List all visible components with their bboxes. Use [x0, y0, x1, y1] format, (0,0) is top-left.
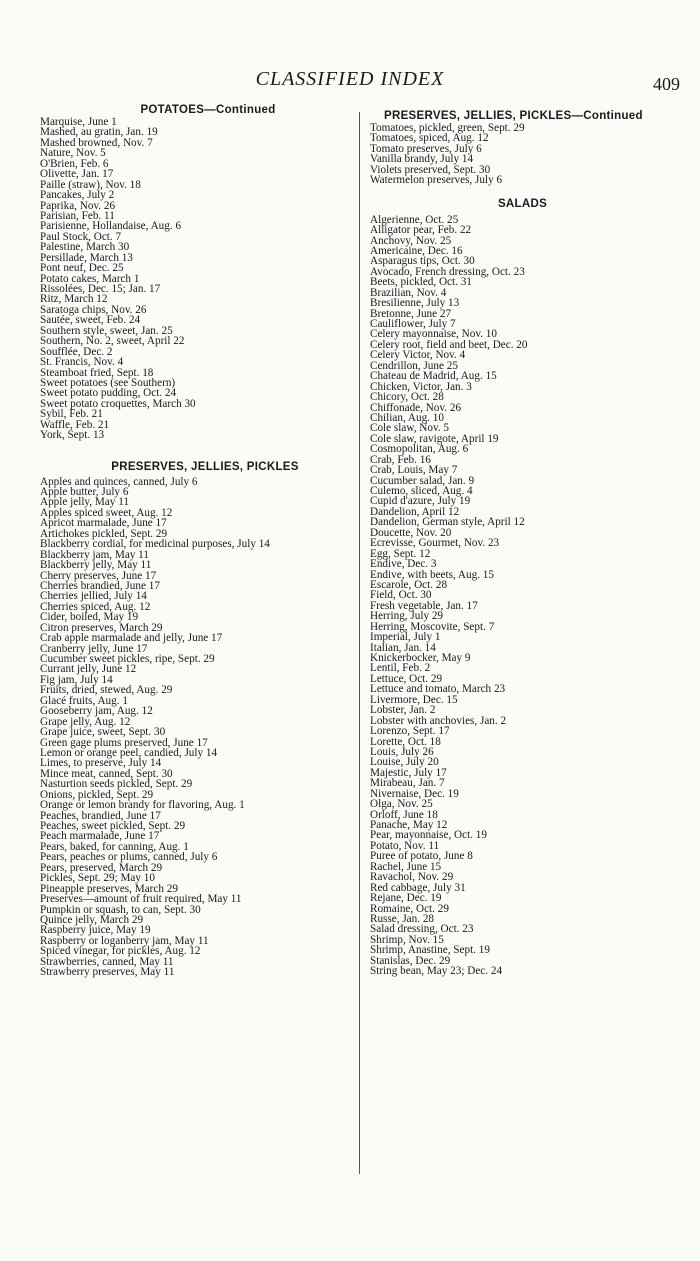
- index-entry: Asparagus tips, Oct. 30: [370, 255, 475, 268]
- index-entry: Pancakes, July 2: [40, 189, 115, 202]
- index-entry: Citron preserves, March 29: [40, 621, 163, 634]
- index-entry: Anchovy, Nov. 25: [370, 234, 452, 247]
- index-entry: Steamboat fried, Sept. 18: [40, 366, 154, 379]
- index-entry: Crab, Louis, May 7: [370, 464, 458, 477]
- index-entry: Saratoga chips, Nov. 26: [40, 303, 147, 316]
- index-entry: Peach marmalade, June 17: [40, 830, 160, 843]
- section-title-salads: SALADS: [497, 197, 548, 210]
- index-entry: Potato cakes, March 1: [40, 272, 140, 285]
- index-entry: Brazilian, Nov. 4: [370, 286, 447, 299]
- index-entry: Celery root, field and beet, Dec. 20: [370, 338, 528, 351]
- section-gap: [370, 186, 675, 198]
- index-entry: Raspberry juice, May 19: [40, 924, 151, 937]
- index-entry: Waffle, Feb. 21: [40, 418, 110, 431]
- preserves-entries: [40, 477, 350, 978]
- right-column: [370, 110, 675, 977]
- index-entry: Grape jelly, Aug. 12: [40, 715, 131, 728]
- index-entry: Bretonne, June 27: [370, 307, 452, 320]
- index-entry: Cupid d'azure, July 19: [370, 495, 471, 508]
- index-entry: Red cabbage, July 31: [370, 881, 466, 894]
- index-entry: Persillade, March 13: [40, 251, 133, 264]
- index-entry: Cherries jellied, July 14: [40, 590, 147, 603]
- index-entry: Mashed, au gratin, Jan. 19: [40, 126, 158, 139]
- index-entry: Pears, baked, for canning, Aug. 1: [40, 840, 189, 853]
- index-entry: Quince jelly, March 29: [40, 913, 144, 926]
- index-entry: Marquise, June 1: [40, 116, 117, 128]
- index-entry: Knickerbocker, May 9: [370, 652, 471, 664]
- index-entry: Lobster, Jan. 2: [370, 704, 436, 717]
- index-entry: Sautée, sweet, Feb. 24: [40, 314, 141, 327]
- index-entry: Celery mayonnaise, Nov. 10: [370, 328, 497, 341]
- index-entry: Grape juice, sweet, Sept. 30: [40, 726, 166, 739]
- index-entry: Pont neuf, Dec. 25: [40, 262, 124, 275]
- index-entry: Ecrevisse, Gourmet, Nov. 23: [370, 537, 500, 550]
- index-entry: Louise, July 20: [370, 756, 439, 769]
- index-entry: Vanilla brandy, July 14: [370, 153, 474, 166]
- index-entry: Lettuce, Oct. 29: [370, 672, 443, 685]
- index-entry: Lentil, Feb. 2: [370, 662, 431, 675]
- index-entry: Americaine, Dec. 16: [370, 244, 463, 257]
- index-entry: Herring, July 29: [370, 610, 444, 623]
- index-entry: Escarole, Oct. 28: [370, 578, 448, 591]
- left-column: [40, 104, 350, 978]
- index-entry: Spiced vinegar, for pickles, Aug. 12: [40, 945, 201, 958]
- index-entry: Lemon or orange peel, candied, July 14: [40, 746, 218, 759]
- index-entry: Raspberry or loganberry jam, May 11: [40, 934, 209, 947]
- index-entry: Romaine, Oct. 29: [370, 902, 449, 915]
- index-entry: Alligator pear, Feb. 22: [370, 224, 472, 237]
- index-entry: Cider, boiled, May 19: [40, 611, 139, 624]
- index-entry: Blackberry jam, May 11: [40, 548, 149, 561]
- index-entry: Shrimp, Anastine, Sept. 19: [370, 944, 490, 957]
- index-entry: Beets, pickled, Oct. 31: [370, 276, 472, 289]
- index-entry: Apples and quinces, canned, July 6: [40, 475, 198, 488]
- index-entry: Palestine, March 30: [40, 241, 130, 254]
- index-entry: Dandelion, German style, April 12: [370, 516, 525, 529]
- index-entry: Lettuce and tomato, March 23: [370, 683, 506, 696]
- running-head: CLASSIFIED INDEX: [255, 68, 445, 90]
- index-entry: Tomato preserves, July 6: [370, 142, 482, 155]
- index-entry: Pickles, Sept. 29; May 10: [40, 872, 155, 885]
- index-entry: Violets preserved, Sept. 30: [370, 163, 491, 176]
- index-entry: Strawberry preserves, May 11: [40, 966, 175, 979]
- index-entry: Olivette, Jan. 17: [40, 168, 114, 181]
- index-entry: Glacé fruits, Aug. 1: [40, 694, 128, 707]
- index-entry: Tomatoes, spiced, Aug. 12: [370, 132, 489, 145]
- index-entry: Sweet potato croquettes, March 30: [40, 397, 196, 410]
- index-entry: Dandelion, April 12: [370, 505, 460, 518]
- index-entry: Parisian, Feb. 11: [40, 209, 115, 222]
- index-entry: Endive, with beets, Aug. 15: [370, 568, 494, 581]
- index-entry: Doucette, Nov. 20: [370, 526, 452, 539]
- index-entry: Crab, Feb. 16: [370, 453, 431, 466]
- index-entry: Cosmopolitan, Aug. 6: [370, 443, 469, 456]
- index-entry: Onions, pickled, Sept. 29: [40, 788, 154, 801]
- index-entry: Rissolées, Dec. 15; Jan. 17: [40, 283, 161, 295]
- index-entry: Apple butter, July 6: [40, 486, 129, 498]
- index-entry: Nasturtion seeds pickled, Sept. 29: [40, 778, 193, 791]
- index-entry: Italian, Jan. 14: [370, 641, 436, 654]
- index-entry: Cucumber sweet pickles, ripe, Sept. 29: [40, 653, 215, 665]
- preserves-continued-entries: [370, 123, 675, 186]
- index-entry: St. Francis, Nov. 4: [40, 356, 124, 369]
- index-entry: Potato, Nov. 11: [370, 839, 440, 852]
- index-entry: Ravachol, Nov. 29: [370, 871, 454, 884]
- index-entry: Egg, Sept. 12: [370, 547, 431, 560]
- index-entry: Ritz, March 12: [40, 293, 108, 306]
- index-entry: Sweet potatoes (see Southern): [40, 376, 176, 389]
- index-entry: Salad dressing, Oct. 23: [370, 923, 474, 936]
- index-entry: Apricot marmalade, June 17: [40, 517, 167, 530]
- index-entry: Sybil, Feb. 21: [40, 408, 103, 421]
- section-title-preserves: PRESERVES, JELLIES, PICKLES: [111, 460, 299, 473]
- index-entry: Pineapple preserves, March 29: [40, 882, 178, 895]
- index-entry: Fig jam, July 14: [40, 673, 113, 686]
- index-entry: Watermelon preserves, July 6: [370, 174, 503, 187]
- potatoes-entries: [40, 117, 350, 441]
- index-entry: Rachel, June 15: [370, 860, 442, 873]
- page-number: 409: [653, 74, 680, 94]
- index-entry: Bresilienne, July 13: [370, 297, 460, 310]
- index-entry: Pears, preserved, March 29: [40, 861, 163, 874]
- index-entry: Culemo, sliced, Aug. 4: [370, 485, 473, 497]
- index-entry: Blackberry jelly, May 11: [40, 559, 152, 572]
- index-entry: Preserves—amount of fruit required, May 11: [40, 893, 242, 906]
- index-entry: Mashed browned, Nov. 7: [40, 136, 153, 149]
- index-entry: Chicory, Oct. 28: [370, 391, 444, 404]
- index-entry: Cranberry jelly, June 17: [40, 642, 148, 655]
- index-entry: Field, Oct. 30: [370, 589, 432, 602]
- index-entry: Paprika, Nov. 26: [40, 199, 116, 212]
- index-entry: Orange or lemon brandy for flavoring, Aug. 1: [40, 799, 245, 812]
- index-entry: Imperial, July 1: [370, 631, 441, 644]
- index-entry: Nature, Nov. 5: [40, 147, 106, 160]
- index-entry: Crab apple marmalade and jelly, June 17: [40, 632, 223, 645]
- index-entry: Cucumber salad, Jan. 9: [370, 474, 475, 487]
- index-entry: Celery Victor, Nov. 4: [370, 349, 466, 362]
- section-gap: [40, 441, 350, 461]
- index-entry: Lorenzo, Sept. 17: [370, 725, 450, 738]
- index-entry: Chiffonade, Nov. 26: [370, 401, 462, 414]
- index-entry: Strawberries, canned, May 11: [40, 955, 174, 968]
- index-entry: Cole slaw, Nov. 5: [370, 422, 450, 435]
- index-entry: Pumpkin or squash, to can, Sept. 30: [40, 903, 201, 916]
- index-entry: Rejane, Dec. 19: [370, 892, 442, 905]
- index-entry: Limes, to preserve, July 14: [40, 757, 162, 770]
- index-entry: Majestic, July 17: [370, 766, 447, 779]
- index-entry: Peaches, brandied, June 17: [40, 809, 161, 822]
- index-entry: String bean, May 23; Dec. 24: [370, 965, 503, 978]
- section-title-preserves-continued: PRESERVES, JELLIES, PICKLES—Continued: [384, 110, 643, 122]
- index-entry: Cherry preserves, June 17: [40, 569, 157, 582]
- index-entry: Mirabeau, Jan. 7: [370, 777, 445, 790]
- index-entry: Stanislas, Dec. 29: [370, 954, 451, 967]
- index-entry: Peaches, sweet pickled, Sept. 29: [40, 820, 186, 832]
- index-entry: Southern, No. 2, sweet, April 22: [40, 335, 185, 348]
- index-entry: Fruits, dried, stewed, Aug. 29: [40, 684, 173, 697]
- index-entry: Avocado, French dressing, Oct. 23: [370, 265, 525, 278]
- index-entry: Blackberry cordial, for medicinal purposes, July 14: [40, 538, 270, 551]
- index-entry: Green gage plums preserved, June 17: [40, 736, 208, 749]
- index-entry: Pears, peaches or plums, canned, July 6: [40, 851, 218, 864]
- index-entry: Panache, May 12: [370, 819, 448, 831]
- index-entry: Nivernaise, Dec. 19: [370, 787, 459, 800]
- index-entry: Russe, Jan. 28: [370, 912, 435, 925]
- index-entry: Parisienne, Hollandaise, Aug. 6: [40, 220, 182, 233]
- index-entry: Gooseberry jam, Aug. 12: [40, 705, 153, 718]
- index-entry: Tomatoes, pickled, green, Sept. 29: [370, 122, 525, 134]
- index-entry: Orloff, June 18: [370, 808, 438, 821]
- index-entry: Soufflée, Dec. 2: [40, 345, 113, 358]
- index-entry: Sweet potato pudding, Oct. 24: [40, 387, 177, 400]
- index-entry: Paul Stock, Oct. 7: [40, 230, 122, 243]
- index-entry: Pear, mayonnaise, Oct. 19: [370, 829, 487, 842]
- index-entry: Olga, Nov. 25: [370, 798, 433, 811]
- salads-entries: [370, 215, 675, 977]
- index-entry: Paille (straw), Nov. 18: [40, 178, 141, 191]
- index-entry: Cherries brandied, June 17: [40, 579, 160, 592]
- index-entry: Apple jelly, May 11: [40, 496, 129, 509]
- index-entry: Livermore, Dec. 15: [370, 693, 458, 706]
- index-entry: Cherries spiced, Aug. 12: [40, 600, 151, 613]
- index-entry: Cole slaw, ravigote, April 19: [370, 432, 499, 445]
- index-entry: Chilian, Aug. 10: [370, 411, 444, 424]
- section-title-potatoes-continued: POTATOES—Continued: [140, 104, 276, 116]
- index-entry: O'Brien, Feb. 6: [40, 157, 109, 170]
- index-entry: Cauliflower, July 7: [370, 318, 456, 330]
- index-entry: Mince meat, canned, Sept. 30: [40, 767, 173, 780]
- index-entry: Currant jelly, June 12: [40, 663, 137, 676]
- index-entry: Artichokes pickled, Sept. 29: [40, 527, 168, 540]
- index-entry: Chateau de Madrid, Aug. 15: [370, 370, 497, 383]
- column-divider: [359, 112, 360, 1174]
- index-entry: Apples spiced sweet, Aug. 12: [40, 506, 173, 519]
- index-entry: Louis, July 26: [370, 745, 434, 758]
- index-entry: Chicken, Victor, Jan. 3: [370, 380, 472, 393]
- index-entry: Algerienne, Oct. 25: [370, 213, 459, 226]
- index-entry: Cendrillon, June 25: [370, 359, 458, 372]
- index-entry: Puree of potato, June 8: [370, 850, 473, 863]
- index-entry: Southern style, sweet, Jan. 25: [40, 324, 173, 337]
- index-entry: Lorette, Oct. 18: [370, 735, 441, 748]
- index-entry: Herring, Moscovite, Sept. 7: [370, 620, 495, 633]
- index-entry: Shrimp, Nov. 15: [370, 933, 444, 946]
- index-entry: Lobster with anchovies, Jan. 2: [370, 714, 507, 727]
- index-entry: York, Sept. 13: [40, 429, 105, 442]
- index-entry: Fresh vegetable, Jan. 17: [370, 599, 478, 612]
- index-entry: Endive, Dec. 3: [370, 558, 437, 571]
